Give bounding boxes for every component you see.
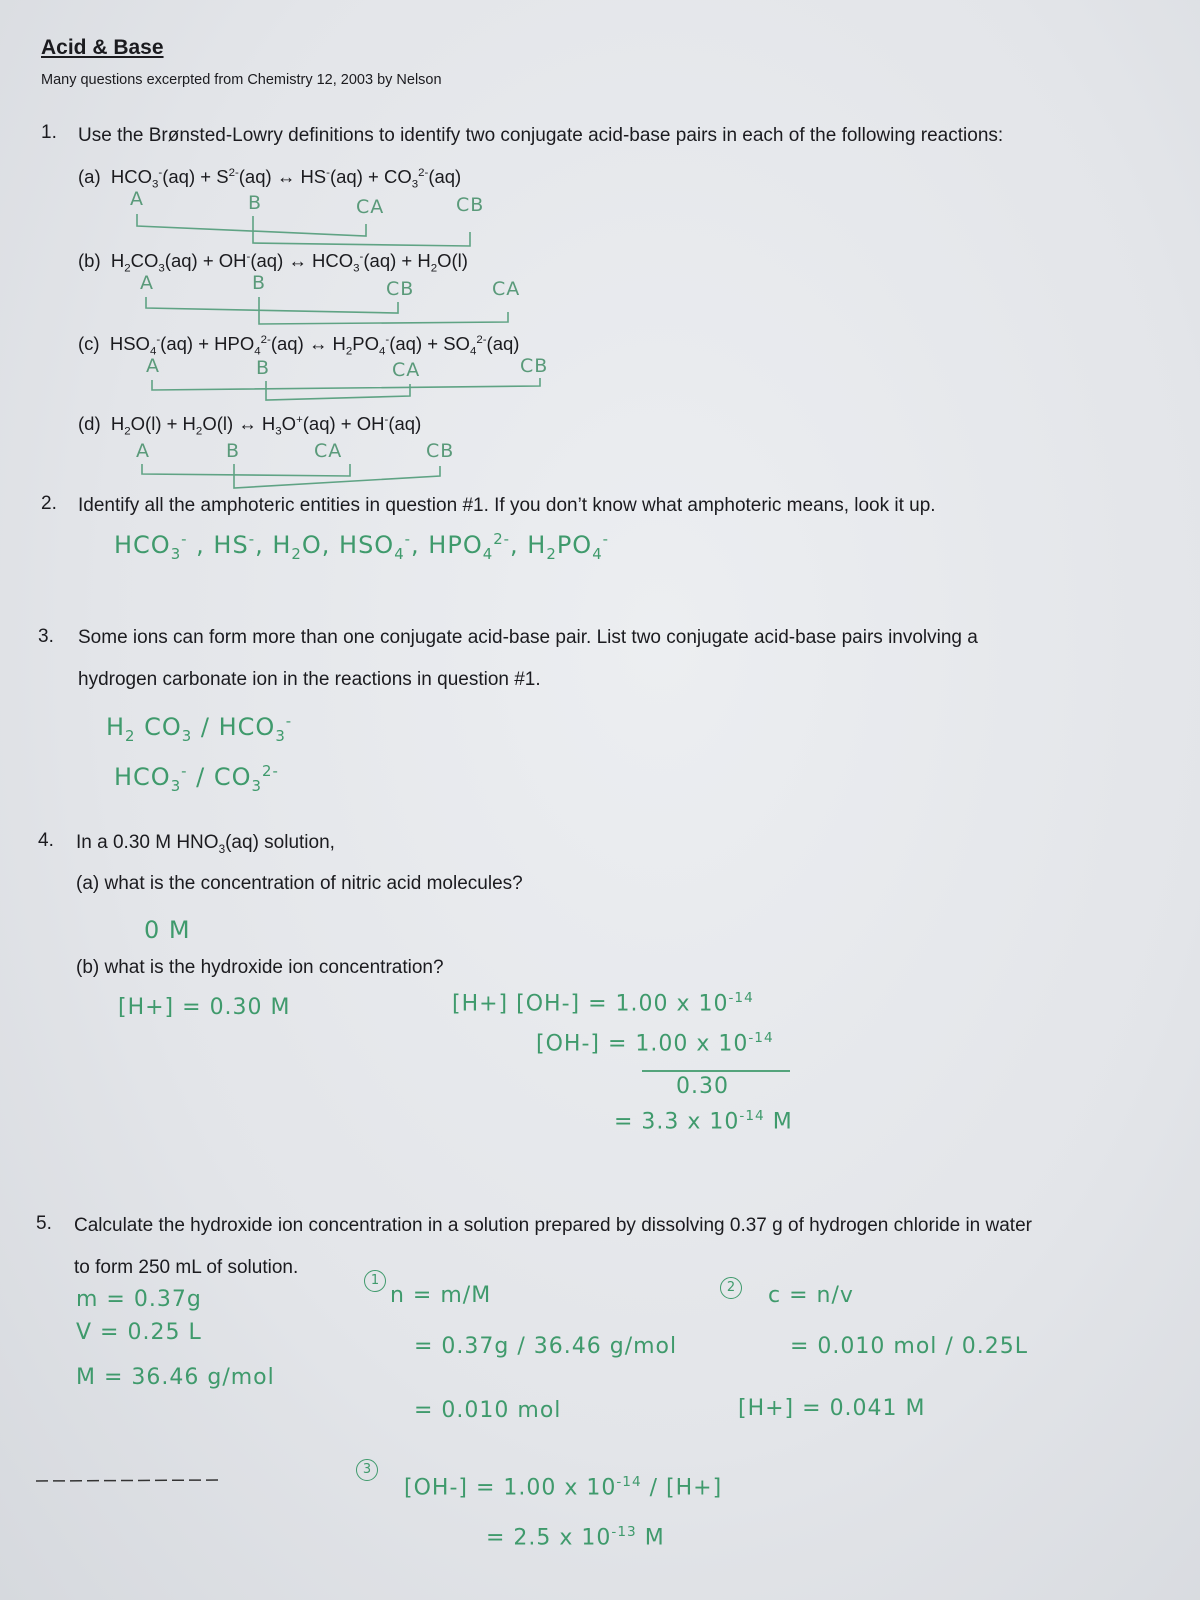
- q4b-result: = 3.3 x $10^{-14}$ M: [614, 1108, 793, 1135]
- q3-text-line1: Some ions can form more than one conjugate acid-base pair. List two conjugate acid-base pairs involving a: [78, 627, 978, 648]
- q4a-text: (a) what is the concentration of nitric acid molecules?: [76, 873, 523, 894]
- q1b-label: (b): [78, 250, 101, 271]
- q5-text-line1: Calculate the hydroxide ion concentration in a solution prepared by dissolving 0.37 g of hydrogen chloride in water: [74, 1215, 1032, 1236]
- q3-number: 3.: [38, 626, 54, 647]
- page-subtitle: Many questions excerpted from Chemistry 12, 2003 by Nelson: [41, 72, 442, 88]
- q1-text: Use the Brønsted-Lowry definitions to identify two conjugate acid-base pairs in each of the following reactions:: [78, 125, 1004, 146]
- q5-oh-result: = 2.5 x $10^{-13}$ M: [486, 1524, 665, 1551]
- q1d-reaction: (d) $H_2O(l) + H_2O(l)$ ↔ $H_3O^+(aq) + OH^-(aq)$: [78, 413, 422, 438]
- page-title: Acid & Base: [41, 36, 164, 59]
- q3-text-line2: hydrogen carbonate ion in the reactions in question #1.: [78, 669, 541, 690]
- q5-mass: m = 0.37g: [76, 1287, 202, 1312]
- q5-volume: V = 0.25 L: [76, 1320, 202, 1345]
- q1c-label: (c): [78, 333, 100, 354]
- q2-answer: $HCO_3^-$ , HS-, $H_2O$, $HSO_4^-$, $HPO_4^{2-}$, $H_2PO_4^-$: [114, 530, 610, 563]
- q4b-text: (b) what is the hydroxide ion concentration?: [76, 957, 444, 978]
- q4b-h-conc: [H+] = 0.30 M: [118, 995, 291, 1020]
- q4b-oh-eq: [OH-] = 1.00 x $10^{-14}$: [536, 1030, 774, 1057]
- q5-n-substitution: = 0.37g / 36.46 g/mol: [414, 1334, 678, 1359]
- q1a-label: (a): [78, 166, 101, 187]
- q2-number: 2.: [41, 493, 57, 514]
- q5-n-result: = 0.010 mol: [414, 1398, 562, 1423]
- q5-step2-marker: 2: [720, 1276, 742, 1299]
- q1d-label-cb: CB: [426, 440, 455, 462]
- q3-answer-2: $HCO_3^- / CO_3^{2-}$: [114, 762, 279, 795]
- q5-molar-mass: M = 36.46 g/mol: [76, 1365, 275, 1390]
- q1b-label-ca: CA: [492, 278, 521, 300]
- q1b-label-b: B: [252, 272, 267, 294]
- q1b-reaction: (b) $H_2CO_3(aq) + OH^-(aq)$ ↔ $HCO_3^-(aq) + H_2O(l)$: [78, 250, 468, 275]
- q1c-label-cb: CB: [520, 355, 549, 377]
- q1a-label-a: A: [130, 188, 144, 210]
- q4b-kw-eq: [H+] [OH-] = 1.00 x $10^{-14}$: [452, 990, 754, 1017]
- q4b-denominator: 0.30: [676, 1074, 729, 1099]
- q1a-label-cb: CB: [456, 194, 485, 216]
- q1b-label-cb: CB: [386, 278, 415, 300]
- q2-text: Identify all the amphoteric entities in question #1. If you don’t know what amphoteric means, look it up.: [78, 495, 936, 516]
- q3-answer-1: $H_2$ $CO_3 / HCO_3^-$: [106, 712, 293, 745]
- q1-number: 1.: [41, 122, 57, 143]
- q5-n-formula: n = m/M: [390, 1283, 492, 1308]
- q1c-label-ca: CA: [392, 359, 421, 381]
- q1a-reaction: (a) $HCO_3^-(aq) + S^{2-}(aq)$ ↔ $HS^-(aq) + CO_3^{2-}(aq)$: [78, 166, 462, 191]
- q1d-label-a: A: [136, 440, 150, 462]
- q5-step1-marker: 1: [364, 1269, 386, 1292]
- q1c-label-b: B: [256, 357, 271, 379]
- q5-h-result: [H+] = 0.041 M: [738, 1396, 926, 1421]
- q5-number: 5.: [36, 1213, 52, 1234]
- q1c-label-a: A: [146, 355, 160, 377]
- q1b-label-a: A: [140, 272, 154, 294]
- q5-c-formula: c = n/v: [768, 1283, 854, 1308]
- q5-c-substitution: = 0.010 mol / 0.25L: [790, 1334, 1029, 1359]
- q1d-label-ca: CA: [314, 440, 343, 462]
- q1a-label-ca: CA: [356, 196, 385, 218]
- q4a-answer: 0 M: [144, 916, 191, 944]
- q1c-reaction: (c) $HSO_4^-(aq) + HPO_4^{2-}(aq)$ ↔ $H_2PO_4^-(aq) + SO_4^{2-}(aq)$: [78, 333, 520, 358]
- q5-oh-formula: [OH-] = 1.00 x $10^{-14} / [H+]$: [404, 1474, 723, 1501]
- q1d-label: (d): [78, 413, 101, 434]
- q5-step3-marker: 3: [356, 1458, 378, 1481]
- q4-number: 4.: [38, 830, 54, 851]
- q5-text-line2: to form 250 mL of solution.: [74, 1257, 299, 1278]
- q1d-label-b: B: [226, 440, 241, 462]
- q1a-label-b: B: [248, 192, 263, 214]
- q4-text: In a 0.30 M $HNO_3(aq)$ solution,: [76, 832, 335, 856]
